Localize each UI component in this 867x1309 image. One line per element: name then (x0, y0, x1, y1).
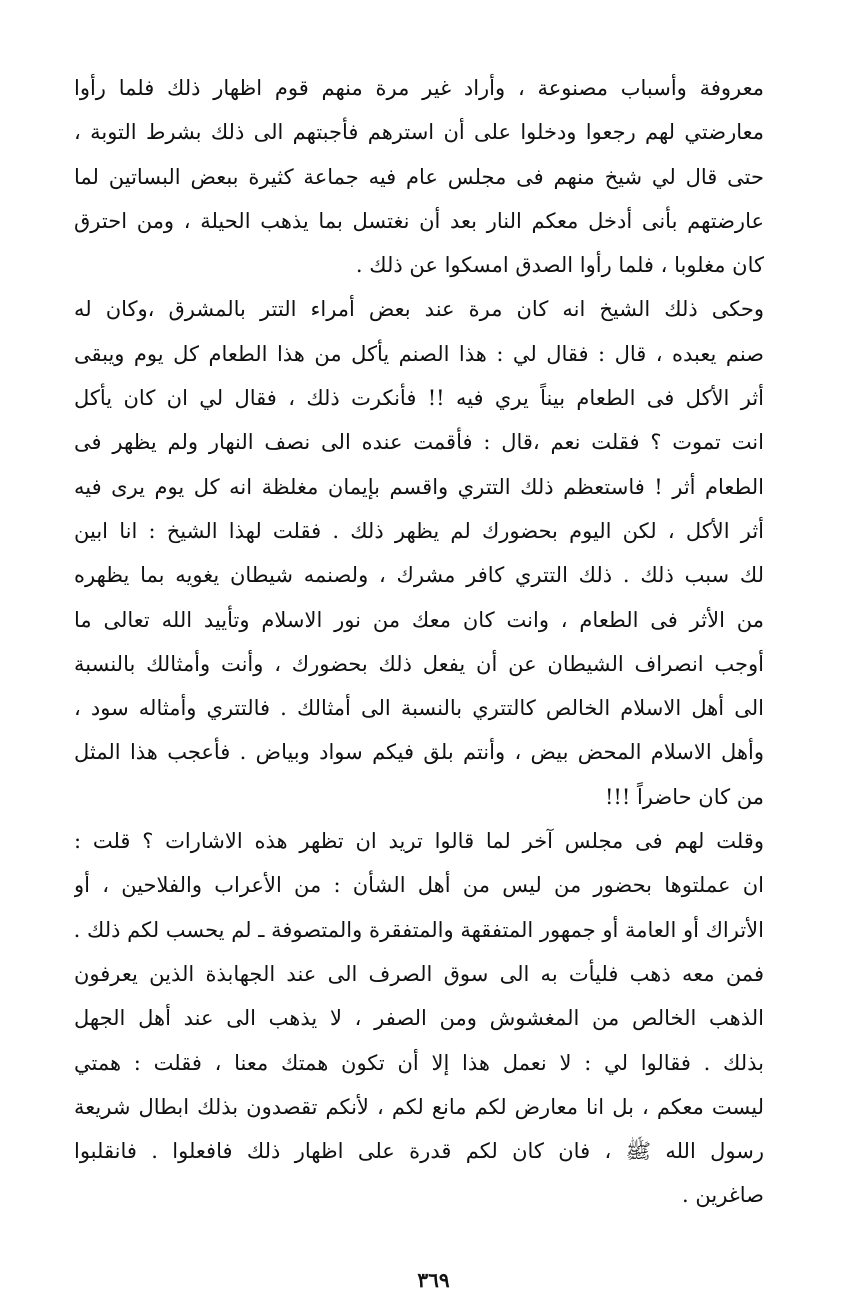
text-line: الذهب الخالص من المغشوش ومن الصفر ، لا يذهب الى عند أهل الجهل (74, 1006, 764, 1031)
text-line: عارضتهم بأنى أدخل معكم النار بعد أن نغتسل بما يذهب الحيلة ، ومن احترق (74, 208, 764, 233)
page-number: ٣٦٩ (417, 1268, 450, 1292)
text-line: لك سبب ذلك . ذلك التتري كافر مشرك ، ولصنمه شيطان يغويه بما يظهره (74, 563, 764, 588)
paragraph-1 (74, 66, 764, 287)
text-line: معارضتي لهم رجعوا ودخلوا على أن استرهم فأجبتهم الى ذلك بشرط التوبة ، (74, 120, 764, 145)
text-line: من الأثر فى الطعام ، وانت كان معك من نور الاسلام وتأييد الله تعالى ما (74, 607, 764, 632)
text-line: وحكى ذلك الشيخ انه كان مرة عند بعض أمراء التتر بالمشرق ،وكان له (74, 297, 764, 322)
text-line: رسول الله ﷺ ، فان كان لكم قدرة على اظهار ذلك فافعلوا . فانقلبوا (74, 1139, 764, 1164)
text-line: وقلت لهم فى مجلس آخر لما قالوا تريد ان تظهر هذه الاشارات ؟ قلت : (74, 829, 764, 854)
text-line: أوجب انصراف الشيطان عن أن يفعل ذلك بحضورك ، وأنت وأمثالك بالنسبة (74, 651, 764, 676)
paragraph-3 (74, 819, 764, 1218)
text-line: حتى قال لي شيخ منهم فى مجلس عام فيه جماعة كثيرة ببعض البساتين لما (74, 164, 764, 189)
text-line: انت تموت ؟ فقلت نعم ،قال : فأقمت عنده الى نصف النهار ولم يظهر فى (74, 430, 764, 455)
text-line: فمن معه ذهب فليأت به الى سوق الصرف الى عند الجهابذة الذين يعرفون (74, 961, 764, 986)
text-line: كان مغلوبا ، فلما رأوا الصدق امسكوا عن ذلك . (355, 253, 764, 278)
text-line: بذلك . فقالوا لي : لا نعمل هذا إلا أن تكون همتك معنا ، فقلت : همتي (74, 1050, 764, 1075)
text-line: صاغرين . (682, 1183, 764, 1208)
text-line: ليست معكم ، بل انا معارض لكم مانع لكم ، لأنكم تقصدون بذلك ابطال شريعة (74, 1094, 764, 1119)
text-line: أثر الأكل فى الطعام بيناً يري فيه !! فأنكرت ذلك ، فقال لي ان كان يأكل (74, 386, 764, 411)
text-line: ان عملتوها بحضور من ليس من أهل الشأن : من الأعراب والفلاحين ، أو (74, 873, 764, 898)
text-line: الأتراك أو العامة أو جمهور المتفقهة والمتفقرة والمتصوفة ـ لم يحسب لكم ذلك . (74, 917, 764, 942)
text-line: الى أهل الاسلام الخالص كالتتري بالنسبة الى أمثالك . فالتتري وأمثاله سود ، (74, 696, 764, 721)
text-line: الطعام أثر ! فاستعظم ذلك التتري واقسم بإيمان مغلظة انه كل يوم يرى فيه (74, 474, 764, 499)
paragraph-2 (74, 287, 764, 819)
text-line: وأهل الاسلام المحض بيض ، وأنتم بلق فيكم سواد وبياض . فأعجب هذا المثل (74, 740, 764, 765)
text-line: أثر الأكل ، لكن اليوم بحضورك لم يظهر ذلك . فقلت لهذا الشيخ : انا ابين (74, 518, 764, 543)
page-body-text (74, 66, 764, 1218)
text-line: من كان حاضراً !!! (604, 784, 764, 809)
text-line: صنم يعبده ، قال : فقال لي : هذا الصنم يأكل من هذا الطعام كل يوم ويبقى (74, 341, 764, 366)
text-line: معروفة وأسباب مصنوعة ، وأراد غير مرة منهم قوم اظهار ذلك فلما رأوا (74, 76, 764, 100)
